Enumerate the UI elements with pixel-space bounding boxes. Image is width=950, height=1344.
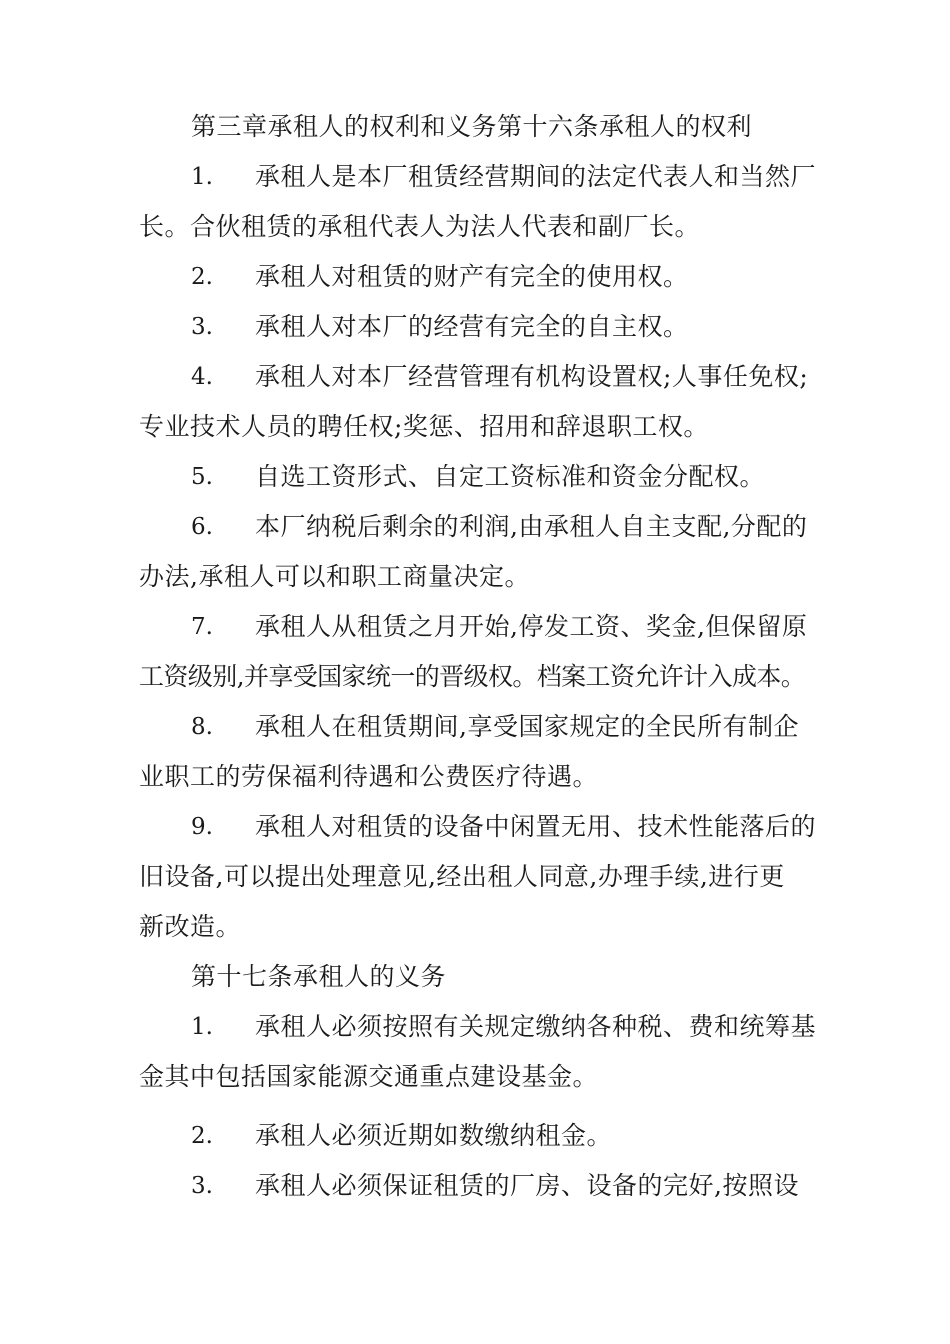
right-8-number: 8. <box>191 714 213 740</box>
right-9-number: 9. <box>191 814 213 840</box>
duty-1-line-1: 承租人必须按照有关规定缴纳各种税、费和统筹基 <box>255 1012 817 1041</box>
right-6-number: 6. <box>191 514 213 540</box>
right-3-number: 3. <box>191 314 213 340</box>
right-1-number: 1. <box>191 164 213 190</box>
right-1-line-2: 长。合伙租赁的承租代表人为法人代表和副厂长。 <box>139 212 701 241</box>
duty-3-number: 3. <box>191 1173 213 1199</box>
right-7-number: 7. <box>191 614 213 640</box>
right-1-line-1: 承租人是本厂租赁经营期间的法定代表人和当然厂 <box>255 162 817 191</box>
right-4-line-2: 专业技术人员的聘任权;奖惩、招用和辞退职工权。 <box>139 412 709 441</box>
duty-1-number: 1. <box>191 1014 213 1040</box>
right-5-number: 5. <box>191 464 213 490</box>
right-4-number: 4. <box>191 364 213 390</box>
duty-1-line-2: 金其中包括国家能源交通重点建设基金。 <box>139 1062 599 1091</box>
right-8-line-2: 业职工的劳保福利待遇和公费医疗待遇。 <box>139 762 599 791</box>
right-5-line-1: 自选工资形式、自定工资标准和资金分配权。 <box>255 462 766 491</box>
duty-3-line-1: 承租人必须保证租赁的厂房、设备的完好,按照设 <box>255 1171 799 1200</box>
article-17-heading: 第十七条承租人的义务 <box>191 962 447 991</box>
right-9-line-1: 承租人对租赁的设备中闲置无用、技术性能落后的 <box>255 812 817 841</box>
duty-2-line-1: 承租人必须近期如数缴纳租金。 <box>255 1121 613 1150</box>
right-6-line-1: 本厂纳税后剩余的利润,由承租人自主支配,分配的 <box>255 512 808 541</box>
right-2-line-1: 承租人对租赁的财产有完全的使用权。 <box>255 262 689 291</box>
right-6-line-2: 办法,承租人可以和职工商量决定。 <box>139 562 530 591</box>
right-7-line-1: 承租人从租赁之月开始,停发工资、奖金,但保留原 <box>255 612 808 641</box>
chapter-heading: 第三章承租人的权利和义务第十六条承租人的权利 <box>191 112 753 141</box>
right-4-line-1: 承租人对本厂经营管理有机构设置权;人事任免权; <box>255 362 809 391</box>
right-3-line-1: 承租人对本厂的经营有完全的自主权。 <box>255 312 689 341</box>
right-9-line-2: 旧设备,可以提出处理意见,经出租人同意,办理手续,进行更 <box>139 862 785 891</box>
right-7-line-2: 工资级别,并享受国家统一的晋级权。档案工资允许计入成本。 <box>139 662 806 691</box>
right-8-line-1: 承租人在租赁期间,享受国家规定的全民所有制企 <box>255 712 799 741</box>
right-9-line-3: 新改造。 <box>139 912 242 941</box>
right-2-number: 2. <box>191 264 213 290</box>
duty-2-number: 2. <box>191 1123 213 1149</box>
